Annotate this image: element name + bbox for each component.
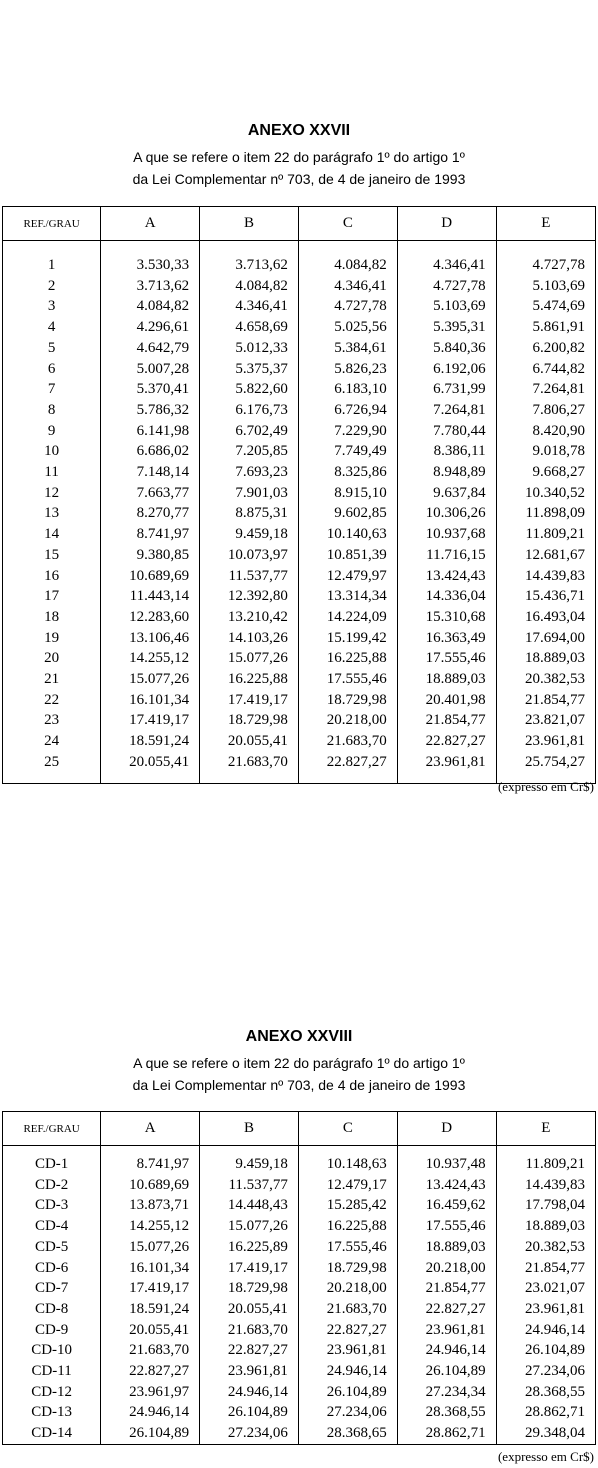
cell-b: 7.693,23: [200, 462, 299, 483]
cell-a: 4.084,82: [101, 296, 200, 317]
cell-b: 24.946,14: [200, 1382, 299, 1403]
cell-c: 5.826,23: [298, 359, 397, 380]
table-row: [3, 379, 595, 400]
cell-d: 17.555,46: [397, 1216, 496, 1237]
cell-e: 27.234,06: [496, 1361, 595, 1382]
cell-ref: 1: [47, 257, 56, 273]
cell-e: 15.436,71: [496, 586, 595, 607]
cell-b: 6.176,73: [200, 400, 299, 421]
cell-e: 5.103,69: [496, 276, 595, 297]
cell-b: 23.961,81: [200, 1361, 299, 1382]
cell-e: 4.727,78: [496, 255, 595, 276]
annex-xxvii-heading: [0, 122, 598, 190]
cell-ref: CD-3: [34, 1197, 69, 1214]
cell-ref: 6: [47, 360, 56, 377]
cell-b: 7.205,85: [200, 441, 299, 462]
cell-d: 4.346,41: [397, 255, 496, 276]
cell-c: 26.104,89: [298, 1382, 397, 1403]
cell-d: 18.889,03: [397, 669, 496, 690]
cell-a: 4.296,61: [101, 317, 200, 338]
cell-c: 7.749,49: [298, 441, 397, 462]
cell-b: 11.537,77: [200, 1175, 299, 1196]
header-b: B: [200, 207, 299, 241]
cell-a: 16.101,34: [101, 1258, 200, 1279]
cell-c: 20.218,00: [298, 710, 397, 731]
cell-ref: 10: [44, 443, 60, 460]
cell-c: 22.827,27: [298, 1320, 397, 1341]
cell-c: 15.285,42: [298, 1195, 397, 1216]
cell-d: 10.937,48: [397, 1154, 496, 1175]
cell-b: 5.375,37: [200, 359, 299, 380]
cell-c: 28.368,65: [298, 1423, 397, 1444]
cell-a: 13.106,46: [101, 628, 200, 649]
cell-d: 20.218,00: [397, 1258, 496, 1279]
cell-d: 4.727,78: [397, 276, 496, 297]
cell-d: 28.862,71: [397, 1423, 496, 1444]
cell-ref: CD-12: [31, 1383, 73, 1400]
cell-ref: 23: [44, 712, 60, 729]
header-ref-grau: REF./GRAU: [3, 1112, 101, 1146]
cell-ref: 4: [47, 319, 56, 336]
table-row: [3, 1423, 595, 1444]
cell-a: 3.530,33: [101, 255, 200, 276]
table-row: [3, 1382, 595, 1403]
cell-ref: 7: [47, 381, 56, 398]
cell-d: 7.780,44: [397, 421, 496, 442]
cell-b: 3.713,62: [200, 255, 299, 276]
salary-table-xxvii: [2, 206, 596, 784]
cell-a: 15.077,26: [101, 669, 200, 690]
table-row: [3, 421, 595, 442]
cell-d: 9.637,84: [397, 483, 496, 504]
annex-subtitle-line-1: A que se refere o item 22 do parágrafo 1º do artigo 1º: [133, 1055, 465, 1071]
cell-c: 21.683,70: [298, 1299, 397, 1320]
cell-b: 16.225,89: [200, 1237, 299, 1258]
cell-ref: CD-1: [34, 1156, 69, 1172]
cell-d: 7.264,81: [397, 400, 496, 421]
header-a: A: [101, 207, 200, 241]
cell-b: 17.419,17: [200, 1258, 299, 1279]
cell-b: 27.234,06: [200, 1423, 299, 1444]
cell-a: 8.741,97: [101, 524, 200, 545]
cell-a: 8.270,77: [101, 503, 200, 524]
cell-b: 22.827,27: [200, 1340, 299, 1361]
table-row: [3, 1299, 595, 1320]
annex-title: ANEXO XXVII: [247, 122, 351, 139]
cell-e: 18.889,03: [496, 648, 595, 669]
cell-a: 10.689,69: [101, 566, 200, 587]
cell-a: 7.148,14: [101, 462, 200, 483]
cell-e: 5.474,69: [496, 296, 595, 317]
cell-a: 6.141,98: [101, 421, 200, 442]
table-row: [3, 483, 595, 504]
table-header-row: [3, 207, 595, 241]
cell-b: 4.084,82: [200, 276, 299, 297]
cell-e: 9.668,27: [496, 462, 595, 483]
cell-b: 14.103,26: [200, 628, 299, 649]
cell-e: 8.420,90: [496, 421, 595, 442]
cell-d: 5.395,31: [397, 317, 496, 338]
cell-b: 4.346,41: [200, 296, 299, 317]
cell-c: 12.479,17: [298, 1175, 397, 1196]
cell-a: 7.663,77: [101, 483, 200, 504]
cell-a: 14.255,12: [101, 1216, 200, 1237]
table-row: [3, 524, 595, 545]
table-row: [3, 462, 595, 483]
cell-e: 7.806,27: [496, 400, 595, 421]
cell-d: 24.946,14: [397, 1340, 496, 1361]
cell-a: 15.077,26: [101, 1237, 200, 1258]
cell-ref: CD-7: [34, 1280, 69, 1297]
cell-c: 8.915,10: [298, 483, 397, 504]
cell-d: 14.336,04: [397, 586, 496, 607]
cell-e: 24.946,14: [496, 1320, 595, 1341]
currency-note: (expresso em Cr$): [497, 1449, 594, 1464]
cell-ref: 8: [47, 401, 56, 418]
cell-e: 9.018,78: [496, 441, 595, 462]
table-row: [3, 1258, 595, 1279]
cell-a: 5.370,41: [101, 379, 200, 400]
cell-ref: 20: [44, 650, 60, 667]
cell-a: 8.741,97: [101, 1154, 200, 1175]
cell-b: 5.822,60: [200, 379, 299, 400]
cell-c: 8.325,86: [298, 462, 397, 483]
cell-e: 7.264,81: [496, 379, 595, 400]
cell-b: 9.459,18: [200, 524, 299, 545]
cell-b: 12.392,80: [200, 586, 299, 607]
cell-c: 5.384,61: [298, 338, 397, 359]
cell-ref: CD-13: [31, 1404, 73, 1421]
cell-b: 17.419,17: [200, 690, 299, 711]
cell-e: 26.104,89: [496, 1340, 595, 1361]
table-row: [3, 1278, 595, 1299]
table-row: [3, 1340, 595, 1361]
table-row: [3, 669, 595, 690]
cell-b: 15.077,26: [200, 1216, 299, 1237]
table-row: [3, 1361, 595, 1382]
table-row: [3, 1175, 595, 1196]
cell-c: 18.729,98: [298, 1258, 397, 1279]
cell-d: 10.937,68: [397, 524, 496, 545]
cell-a: 12.283,60: [101, 607, 200, 628]
table-row: [3, 566, 595, 587]
cell-e: 11.809,21: [496, 524, 595, 545]
cell-e: 11.898,09: [496, 503, 595, 524]
cell-d: 18.889,03: [397, 1237, 496, 1258]
cell-c: 9.602,85: [298, 503, 397, 524]
cell-b: 13.210,42: [200, 607, 299, 628]
header-c: C: [298, 207, 397, 241]
cell-ref: 12: [44, 484, 60, 501]
cell-b: 5.012,33: [200, 338, 299, 359]
table-row: [3, 628, 595, 649]
cell-a: 16.101,34: [101, 690, 200, 711]
annex-subtitle-line-1: A que se refere o item 22 do parágrafo 1º do artigo 1º: [133, 149, 465, 165]
table-row: [3, 276, 595, 297]
cell-e: 28.862,71: [496, 1402, 595, 1423]
cell-d: 17.555,46: [397, 648, 496, 669]
cell-e: 5.861,91: [496, 317, 595, 338]
cell-d: 16.459,62: [397, 1195, 496, 1216]
table-row: [3, 400, 595, 421]
cell-c: 22.827,27: [298, 752, 397, 773]
cell-ref: CD-5: [34, 1238, 69, 1255]
cell-e: 6.744,82: [496, 359, 595, 380]
header-ref-grau: REF./GRAU: [3, 207, 101, 241]
cell-ref: 14: [44, 526, 60, 543]
cell-d: 13.424,43: [397, 566, 496, 587]
cell-c: 21.683,70: [298, 731, 397, 752]
cell-c: 5.025,56: [298, 317, 397, 338]
cell-ref: 24: [44, 733, 60, 750]
cell-d: 5.103,69: [397, 296, 496, 317]
cell-ref: 25: [44, 753, 60, 770]
cell-a: 23.961,97: [101, 1382, 200, 1403]
cell-e: 11.809,21: [496, 1154, 595, 1175]
table-row: [3, 545, 595, 566]
cell-d: 8.948,89: [397, 462, 496, 483]
cell-c: 6.183,10: [298, 379, 397, 400]
cell-b: 11.537,77: [200, 566, 299, 587]
cell-c: 18.729,98: [298, 690, 397, 711]
cell-ref: 2: [47, 277, 56, 294]
cell-c: 17.555,46: [298, 669, 397, 690]
cell-a: 21.683,70: [101, 1340, 200, 1361]
table-row: [3, 1320, 595, 1341]
cell-e: 28.368,55: [496, 1382, 595, 1403]
cell-a: 22.827,27: [101, 1361, 200, 1382]
cell-d: 6.192,06: [397, 359, 496, 380]
cell-c: 10.851,39: [298, 545, 397, 566]
cell-ref: CD-10: [31, 1342, 73, 1359]
cell-d: 28.368,55: [397, 1402, 496, 1423]
cell-e: 25.754,27: [496, 752, 595, 773]
cell-a: 11.443,14: [101, 586, 200, 607]
cell-a: 6.686,02: [101, 441, 200, 462]
cell-ref: 13: [44, 505, 60, 522]
cell-c: 10.148,63: [298, 1154, 397, 1175]
cell-c: 10.140,63: [298, 524, 397, 545]
cell-ref: CD-11: [31, 1363, 72, 1380]
cell-ref: CD-14: [31, 1425, 73, 1442]
cell-d: 16.363,49: [397, 628, 496, 649]
cell-ref: CD-4: [34, 1218, 69, 1235]
table-row: [3, 1195, 595, 1216]
annex-xxviii-heading: [0, 1028, 598, 1096]
cell-d: 21.854,77: [397, 710, 496, 731]
cell-e: 6.200,82: [496, 338, 595, 359]
cell-c: 4.346,41: [298, 276, 397, 297]
cell-ref: 22: [44, 691, 60, 708]
cell-d: 23.961,81: [397, 1320, 496, 1341]
table-row: [3, 586, 595, 607]
cell-c: 14.224,09: [298, 607, 397, 628]
cell-ref: CD-2: [34, 1176, 69, 1193]
cell-b: 20.055,41: [200, 1299, 299, 1320]
cell-d: 13.424,43: [397, 1175, 496, 1196]
table-row: [3, 1237, 595, 1258]
cell-c: 24.946,14: [298, 1361, 397, 1382]
cell-e: 21.854,77: [496, 1258, 595, 1279]
cell-c: 6.726,94: [298, 400, 397, 421]
cell-d: 27.234,34: [397, 1382, 496, 1403]
cell-a: 26.104,89: [101, 1423, 200, 1444]
cell-b: 15.077,26: [200, 648, 299, 669]
cell-b: 6.702,49: [200, 421, 299, 442]
cell-b: 9.459,18: [200, 1154, 299, 1175]
cell-a: 9.380,85: [101, 545, 200, 566]
cell-e: 20.382,53: [496, 669, 595, 690]
cell-c: 23.961,81: [298, 1340, 397, 1361]
cell-d: 20.401,98: [397, 690, 496, 711]
cell-e: 20.382,53: [496, 1237, 595, 1258]
table-header-row: [3, 1112, 595, 1146]
table-row: [3, 731, 595, 752]
table-row: [3, 503, 595, 524]
annex-title: ANEXO XXVIII: [245, 1028, 353, 1045]
table-row: [3, 752, 595, 773]
cell-a: 14.255,12: [101, 648, 200, 669]
cell-d: 5.840,36: [397, 338, 496, 359]
cell-b: 18.729,98: [200, 1278, 299, 1299]
cell-b: 21.683,70: [200, 1320, 299, 1341]
table-row: [3, 338, 595, 359]
cell-d: 8.386,11: [397, 441, 496, 462]
table-row: [3, 690, 595, 711]
currency-note: (expresso em Cr$): [497, 779, 594, 794]
cell-a: 18.591,24: [101, 731, 200, 752]
cell-a: 24.946,14: [101, 1402, 200, 1423]
cell-ref: CD-8: [34, 1300, 69, 1317]
cell-a: 18.591,24: [101, 1299, 200, 1320]
header-a: A: [101, 1112, 200, 1146]
header-c: C: [298, 1112, 397, 1146]
cell-c: 13.314,34: [298, 586, 397, 607]
cell-ref: 17: [44, 588, 60, 605]
annex-subtitle-line-2: da Lei Complementar nº 703, de 4 de janeiro de 1993: [132, 1077, 466, 1093]
cell-b: 10.073,97: [200, 545, 299, 566]
cell-c: 4.727,78: [298, 296, 397, 317]
cell-c: 16.225,88: [298, 648, 397, 669]
header-e: E: [496, 207, 595, 241]
table-row: [3, 1216, 595, 1237]
cell-ref: CD-6: [34, 1259, 69, 1276]
cell-e: 10.340,52: [496, 483, 595, 504]
cell-a: 5.786,32: [101, 400, 200, 421]
table-row: [3, 648, 595, 669]
cell-e: 17.798,04: [496, 1195, 595, 1216]
cell-b: 26.104,89: [200, 1402, 299, 1423]
cell-d: 6.731,99: [397, 379, 496, 400]
cell-ref: 15: [44, 546, 60, 563]
cell-e: 18.889,03: [496, 1216, 595, 1237]
cell-c: 4.084,82: [298, 255, 397, 276]
cell-e: 14.439,83: [496, 1175, 595, 1196]
header-b: B: [200, 1112, 299, 1146]
cell-b: 20.055,41: [200, 731, 299, 752]
cell-d: 26.104,89: [397, 1361, 496, 1382]
cell-d: 23.961,81: [397, 752, 496, 773]
cell-a: 13.873,71: [101, 1195, 200, 1216]
cell-c: 12.479,97: [298, 566, 397, 587]
cell-ref: 19: [44, 629, 60, 646]
cell-ref: 18: [44, 608, 60, 625]
cell-c: 27.234,06: [298, 1402, 397, 1423]
cell-c: 17.555,46: [298, 1237, 397, 1258]
cell-ref: 16: [44, 567, 60, 584]
cell-a: 17.419,17: [101, 710, 200, 731]
header-e: E: [496, 1112, 595, 1146]
cell-e: 23.961,81: [496, 731, 595, 752]
table-row: [3, 296, 595, 317]
table-row: [3, 607, 595, 628]
cell-e: 21.854,77: [496, 690, 595, 711]
cell-e: 17.694,00: [496, 628, 595, 649]
cell-ref: 9: [47, 422, 56, 439]
cell-e: 23.961,81: [496, 1299, 595, 1320]
cell-a: 17.419,17: [101, 1278, 200, 1299]
salary-table-xxviii: [2, 1111, 596, 1445]
cell-c: 16.225,88: [298, 1216, 397, 1237]
cell-c: 20.218,00: [298, 1278, 397, 1299]
annex-subtitle-line-2: da Lei Complementar nº 703, de 4 de janeiro de 1993: [132, 171, 466, 187]
cell-b: 18.729,98: [200, 710, 299, 731]
cell-e: 16.493,04: [496, 607, 595, 628]
table-row: [3, 441, 595, 462]
cell-b: 8.875,31: [200, 503, 299, 524]
table-row: [3, 255, 595, 276]
cell-d: 21.854,77: [397, 1278, 496, 1299]
table-row: [3, 317, 595, 338]
cell-e: 23.821,07: [496, 710, 595, 731]
cell-b: 4.658,69: [200, 317, 299, 338]
cell-a: 20.055,41: [101, 752, 200, 773]
table-row: [3, 1402, 595, 1423]
cell-c: 15.199,42: [298, 628, 397, 649]
table-row: [3, 359, 595, 380]
cell-a: 3.713,62: [101, 276, 200, 297]
cell-a: 5.007,28: [101, 359, 200, 380]
cell-e: 29.348,04: [496, 1423, 595, 1444]
cell-a: 4.642,79: [101, 338, 200, 359]
table-row: [3, 710, 595, 731]
cell-ref: CD-9: [34, 1321, 69, 1338]
cell-e: 12.681,67: [496, 545, 595, 566]
header-d: D: [397, 207, 496, 241]
cell-b: 21.683,70: [200, 752, 299, 773]
cell-b: 14.448,43: [200, 1195, 299, 1216]
cell-d: 15.310,68: [397, 607, 496, 628]
cell-d: 22.827,27: [397, 1299, 496, 1320]
cell-d: 10.306,26: [397, 503, 496, 524]
cell-b: 7.901,03: [200, 483, 299, 504]
cell-ref: 5: [47, 339, 56, 356]
cell-e: 23.021,07: [496, 1278, 595, 1299]
cell-d: 11.716,15: [397, 545, 496, 566]
cell-b: 16.225,88: [200, 669, 299, 690]
cell-a: 10.689,69: [101, 1175, 200, 1196]
header-d: D: [397, 1112, 496, 1146]
cell-ref: 3: [47, 298, 56, 315]
cell-a: 20.055,41: [101, 1320, 200, 1341]
table-row: [3, 1154, 595, 1175]
cell-e: 14.439,83: [496, 566, 595, 587]
cell-ref: 11: [44, 464, 59, 481]
cell-ref: 21: [44, 671, 60, 688]
cell-d: 22.827,27: [397, 731, 496, 752]
cell-c: 7.229,90: [298, 421, 397, 442]
